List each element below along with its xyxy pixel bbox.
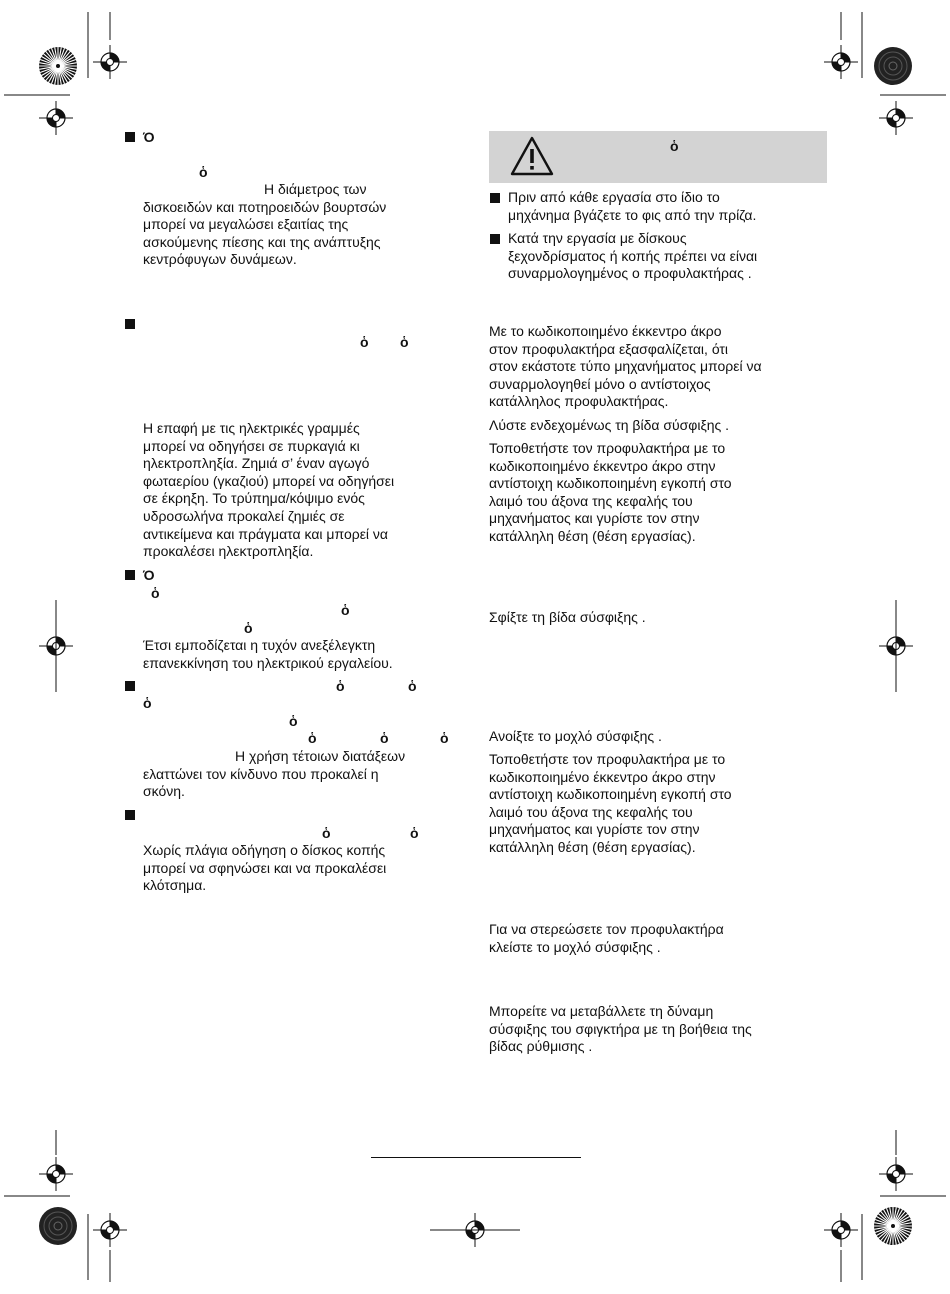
text-line: λαιμό του άξονα της κεφαλής του	[489, 803, 693, 820]
text-line: Για να στερεώσετε τον προφυλακτήρα	[489, 921, 724, 937]
inline-glyph: ὁ	[410, 825, 419, 841]
color-target-icon	[874, 1207, 912, 1245]
bullet-lead: Ό	[143, 129, 155, 145]
paragraph-place-guard-2	[489, 751, 732, 857]
inline-glyph: ὁ	[360, 334, 369, 350]
text-line: Ανοίξτε το μοχλό σύσφιξης .	[489, 728, 662, 744]
text-line: σύσφιξης του σφιγκτήρα με τη βοήθεια της	[489, 1020, 752, 1037]
text-line: Έτσι εμποδίζεται η τυχόν ανεξέλεγκτη	[143, 637, 376, 653]
text-line: μηχάνημα βγάζετε το φις από την πρίζα.	[508, 206, 757, 223]
text-line: μπορεί να σφηνώσει και να προκαλέσει	[143, 859, 387, 876]
paragraph-tighten-screw	[489, 609, 646, 627]
text-line: κατάλληλη θέση (θέση εργασίας).	[489, 838, 696, 855]
text-line: κωδικοποιημένο έκκεντρο άκρο στην	[489, 457, 716, 474]
inline-glyph: ὁ	[336, 678, 345, 694]
bullet-marker	[490, 234, 500, 244]
color-target-icon	[39, 47, 77, 85]
inline-glyph: ὁ	[670, 138, 679, 154]
bullet-marker	[125, 570, 135, 580]
text-line: φωταερίου (γκαζιού) μπορεί να οδηγήσει	[143, 472, 395, 489]
paragraph-close-lever	[489, 921, 724, 956]
inline-glyph: ὁ	[380, 730, 389, 746]
text-line: λαιμό του άξονα της κεφαλής του	[489, 492, 693, 509]
paragraph-loosen-screw	[489, 417, 729, 435]
paragraph-dust	[143, 748, 405, 801]
inline-glyph: ὁ	[308, 730, 317, 746]
text-line: ασκούμενης πίεσης και της ανάπτυξης	[143, 233, 381, 250]
text-line: μηχανήματος και γυρίστε τον στην	[489, 510, 700, 527]
footer-rule	[371, 1157, 581, 1158]
text-line: Μπορείτε να μεταβάλλετε τη δύναμη	[489, 1003, 714, 1019]
text-line: Η διάμετρος των	[264, 181, 367, 197]
paragraph-clamping-force	[489, 1003, 752, 1056]
text-line: σκόνη.	[143, 783, 185, 800]
text-line: Με το κωδικοποιημένο έκκεντρο άκρο	[489, 323, 722, 339]
inline-glyph: ὁ	[440, 730, 449, 746]
text-line: προκαλέσει ηλεκτροπληξία.	[143, 543, 314, 560]
text-line: δισκοειδών και ποτηροειδών βουρτσών	[143, 198, 387, 215]
color-target-icon	[874, 47, 912, 85]
text-line: στον εκάστοτε τύπο μηχανήματος μπορεί να	[489, 358, 762, 375]
warning-guard	[508, 230, 757, 283]
text-line: Λύστε ενδεχομένως τη βίδα σύσφιξης .	[489, 417, 730, 433]
text-line: επανεκκίνηση του ηλεκτρικού εργαλείου.	[143, 654, 393, 671]
text-line: ελαττώνει τον κίνδυνο που προκαλεί η	[143, 765, 379, 782]
paragraph-brush-diameter	[143, 181, 386, 269]
text-line: μηχανήματος και γυρίστε τον στην	[489, 821, 700, 838]
color-target-icon	[39, 1207, 77, 1245]
inline-glyph: ὁ	[322, 825, 331, 841]
inline-glyph: ὁ	[341, 602, 350, 618]
text-line: Σφίξτε τη βίδα σύσφιξης .	[489, 609, 646, 625]
inline-glyph: ὁ	[151, 585, 160, 601]
paragraph-guide-sledge	[143, 842, 386, 895]
bullet-marker	[125, 319, 135, 329]
bullet-marker	[125, 810, 135, 820]
text-line: βίδας ρύθμισης .	[489, 1038, 593, 1055]
text-line: σε έκρηξη. Το τρύπημα/κόψιμο ενός	[143, 490, 365, 507]
paragraph-open-lever	[489, 728, 662, 746]
text-line: Η επαφή με τις ηλεκτρικές γραμμές	[143, 420, 360, 436]
text-line: αντίστοιχη κωδικοποιημένη εγκοπή στο	[489, 786, 732, 803]
paragraph-place-guard-1	[489, 440, 732, 546]
text-line: Κατά την εργασία με δίσκους	[508, 230, 687, 246]
text-line: κλότσημα.	[143, 877, 207, 894]
bullet-marker	[125, 132, 135, 142]
text-line: Πριν από κάθε εργασία στο ίδιο το	[508, 189, 720, 205]
inline-glyph: ὁ	[400, 334, 409, 350]
text-line: κατάλληλη θέση (θέση εργασίας).	[489, 527, 696, 544]
paragraph-coded-cam	[489, 323, 762, 411]
inline-glyph: ὁ	[143, 695, 152, 711]
text-line: συναρμολογηθεί μόνο ο αντίστοιχος	[489, 375, 711, 392]
text-line: κατάλληλος προφυλακτήρας.	[489, 393, 669, 410]
paragraph-hidden-lines	[143, 420, 394, 561]
text-line: κλείστε το μοχλό σύσφιξης .	[489, 938, 661, 955]
text-line: συναρμολογημένος ο προφυλακτήρας .	[508, 265, 752, 282]
text-line: Τοποθετήστε τον προφυλακτήρα με το	[489, 751, 726, 767]
text-line: μπορεί να μεγαλώσει εξαιτίας της	[143, 216, 349, 233]
bullet-marker	[490, 193, 500, 203]
warning-unplug	[508, 189, 756, 224]
text-line: κεντρόφυγων δυνάμεων.	[143, 251, 297, 268]
text-line: υδροσωλήνα προκαλεί ζημιές σε	[143, 507, 345, 524]
warning-triangle-icon	[509, 135, 555, 177]
text-line: Χωρίς πλάγια οδήγηση ο δίσκος κοπής	[143, 842, 386, 858]
text-line: Τοποθετήστε τον προφυλακτήρα με το	[489, 440, 726, 456]
inline-glyph: ὁ	[199, 164, 208, 180]
warning-box	[489, 131, 827, 183]
inline-glyph: ὁ	[289, 713, 298, 729]
bullet-lead: Ό	[143, 567, 155, 583]
text-line: μπορεί να οδηγήσει σε πυρκαγιά κι	[143, 437, 360, 454]
text-line: αντίστοιχη κωδικοποιημένη εγκοπή στο	[489, 475, 732, 492]
paragraph-restart	[143, 637, 393, 672]
inline-glyph: ὁ	[244, 620, 253, 636]
bullet-marker	[125, 681, 135, 691]
inline-glyph: ὁ	[408, 678, 417, 694]
text-line: αντικείμενα και πράγματα και μπορεί να	[143, 525, 389, 542]
text-line: Η χρήση τέτοιων διατάξεων	[235, 748, 406, 764]
text-line: στον προφυλακτήρα εξασφαλίζεται, ότι	[489, 340, 729, 357]
text-line: ηλεκτροπληξία. Ζημιά σ’ έναν αγωγό	[143, 455, 370, 472]
text-line: κωδικοποιημένο έκκεντρο άκρο στην	[489, 768, 716, 785]
text-line: ξεχονδρίσματος ή κοπής πρέπει να είναι	[508, 247, 758, 264]
